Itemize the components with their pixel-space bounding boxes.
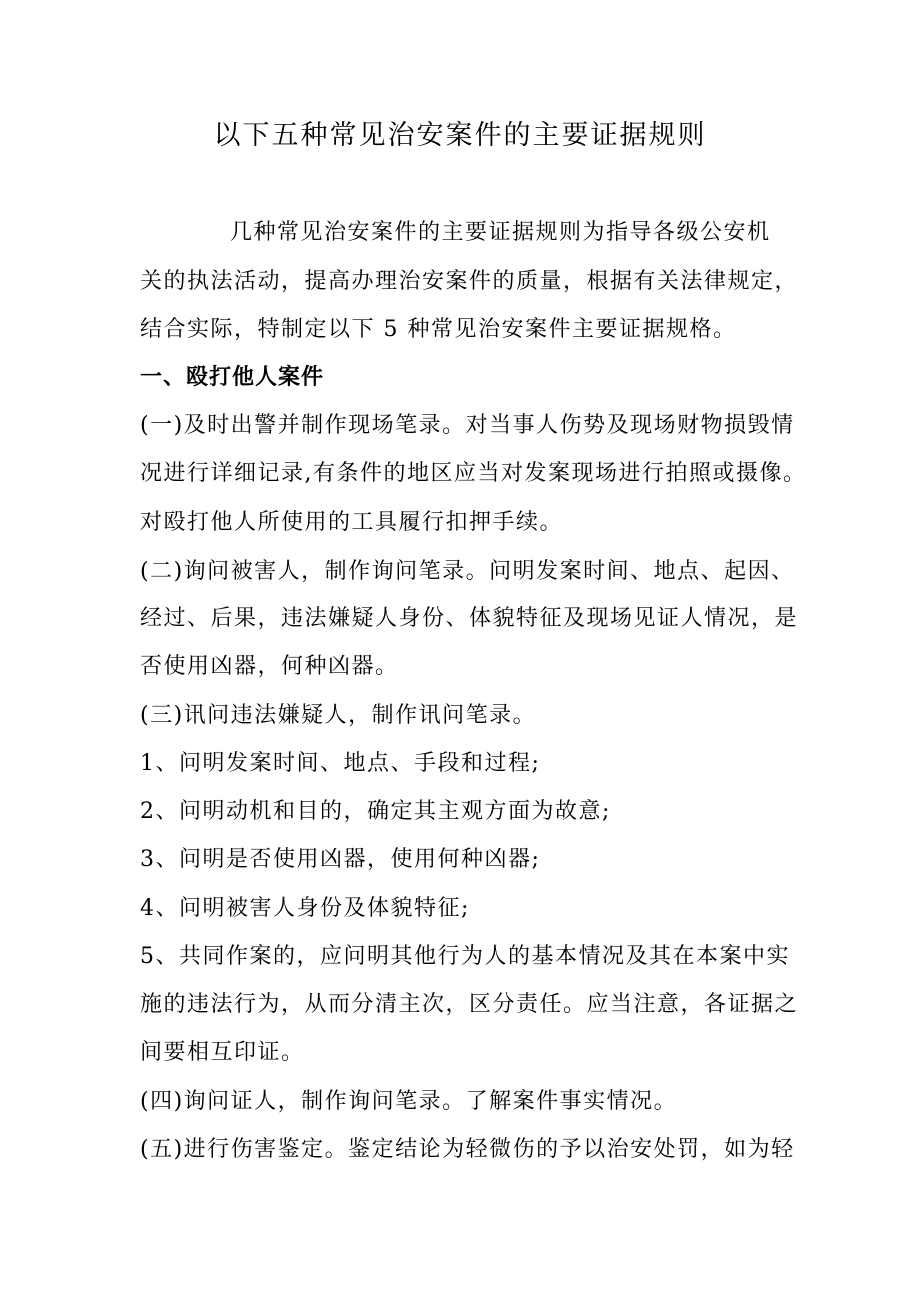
list-item: 5、共同作案的，应问明其他行为人的基本情况及其在本案中实 (140, 944, 790, 969)
paragraph-line: (四)询问证人，制作询问笔录。了解案件事实情况。 (140, 1089, 678, 1114)
paragraph-line: 况进行详细记录,有条件的地区应当对发案现场进行拍照或摄像。 (140, 461, 807, 486)
list-item: 3、问明是否使用凶器，使用何种凶器; (140, 847, 541, 872)
paragraph-line: (三)讯问违法嫌疑人，制作讯问笔录。 (140, 703, 537, 728)
paragraph-line: 间要相互印证。 (140, 1040, 305, 1065)
paragraph-line: (一)及时出警并制作现场笔录。对当事人伤势及现场财物损毁情 (140, 413, 795, 438)
paragraph-line: (二)询问被害人，制作询问笔录。问明发案时间、地点、起因、 (140, 559, 795, 584)
paragraph-line: (五)进行伤害鉴定。鉴定结论为轻微伤的予以治安处罚，如为轻 (140, 1137, 795, 1162)
paragraph-line: 关的执法活动，提高办理治安案件的质量，根据有关法律规定， (140, 269, 799, 294)
paragraph-line: 施的违法行为，从而分清主次，区分责任。应当注意，各证据之 (140, 992, 799, 1017)
paragraph-line: 否使用凶器，何种凶器。 (140, 654, 399, 679)
list-item: 4、问明被害人身份及体貌特征; (140, 896, 470, 921)
paragraph-line: 对殴打他人所使用的工具履行扣押手续。 (140, 510, 564, 535)
section-heading: 一、殴打他人案件 (140, 365, 325, 390)
paragraph-line: 结合实际，特制定以下 5 种常见治安案件主要证据规格。 (140, 317, 737, 342)
list-item: 1、问明发案时间、地点、手段和过程; (140, 751, 541, 776)
paragraph-line: 经过、后果，违法嫌疑人身份、体貌特征及现场见证人情况，是 (140, 606, 799, 631)
document-title: 以下五种常见治安案件的主要证据规则 (213, 120, 707, 151)
paragraph-line: 几种常见治安案件的主要证据规则为指导各级公安机 (230, 220, 771, 245)
list-item: 2、问明动机和目的，确定其主观方面为故意; (140, 799, 611, 824)
